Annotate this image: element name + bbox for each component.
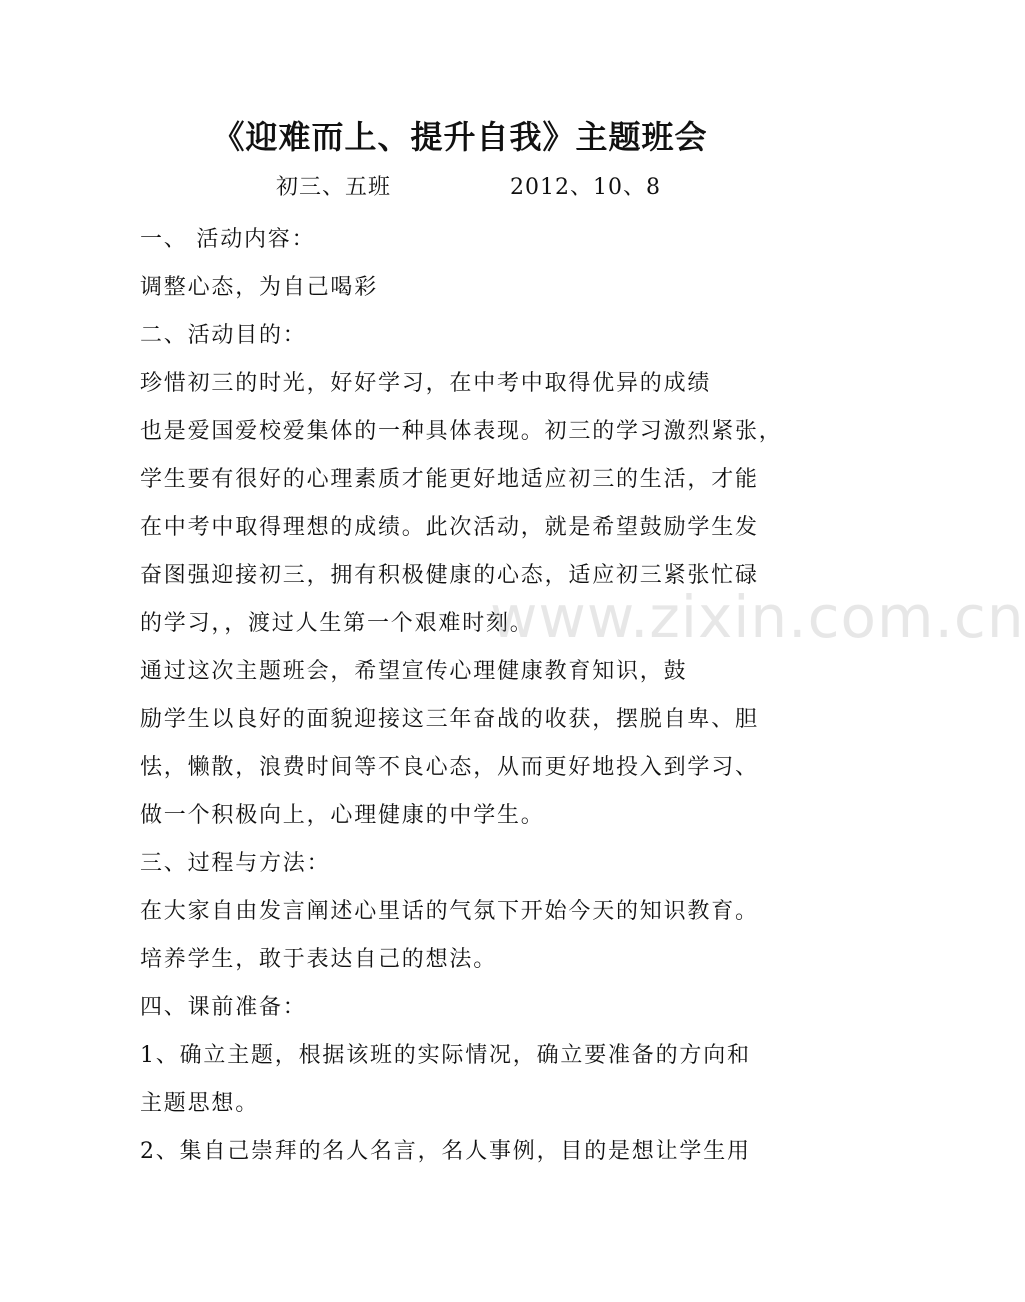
- class-name: 初三、五班: [276, 175, 392, 200]
- body-line: 2、集自己崇拜的名人名言，名人事例，目的是想让学生用: [140, 1139, 751, 1164]
- body-line: 培养学生，敢于表达自己的想法。: [140, 947, 498, 972]
- meeting-date: 2012、10、8: [510, 175, 661, 200]
- body-line: 奋图强迎接初三，拥有积极健康的心态，适应初三紧张忙碌: [140, 563, 759, 588]
- section-heading-method: 三、过程与方法：: [140, 851, 331, 876]
- section-heading-content: 一、 活动内容：: [140, 227, 316, 252]
- section-heading-preparation: 四、课前准备：: [140, 995, 307, 1020]
- body-line: 在中考中取得理想的成绩。此次活动，就是希望鼓励学生发: [140, 515, 759, 540]
- body-line: 通过这次主题班会，希望宣传心理健康教育知识，鼓: [140, 659, 688, 684]
- body-line: 在大家自由发言阐述心里话的气氛下开始今天的知识教育。: [140, 899, 759, 924]
- document-title: 《迎难而上、提升自我》主题班会: [212, 118, 708, 156]
- body-line: 调整心态，为自己喝彩: [140, 275, 379, 300]
- body-line: 做一个积极向上，心理健康的中学生。: [140, 803, 545, 828]
- body-line: 的学习，，渡过人生第一个艰难时刻。: [140, 611, 534, 636]
- body-line: 学生要有很好的心理素质才能更好地适应初三的生活，才能: [140, 467, 759, 492]
- section-heading-purpose: 二、活动目的：: [140, 323, 307, 348]
- body-line: 励学生以良好的面貌迎接这三年奋战的收获，摆脱自卑、胆: [140, 707, 759, 732]
- body-line: 怯，懒散，浪费时间等不良心态，从而更好地投入到学习、: [140, 755, 759, 780]
- watermark: www.zixin.com.cn: [490, 583, 1025, 651]
- body-line: 主题思想。: [140, 1091, 260, 1116]
- body-line: 也是爱国爱校爱集体的一种具体表现。初三的学习激烈紧张，: [140, 419, 783, 444]
- body-line: 珍惜初三的时光，好好学习，在中考中取得优异的成绩: [140, 371, 712, 396]
- body-line: 1、确立主题，根据该班的实际情况，确立要准备的方向和: [140, 1043, 751, 1068]
